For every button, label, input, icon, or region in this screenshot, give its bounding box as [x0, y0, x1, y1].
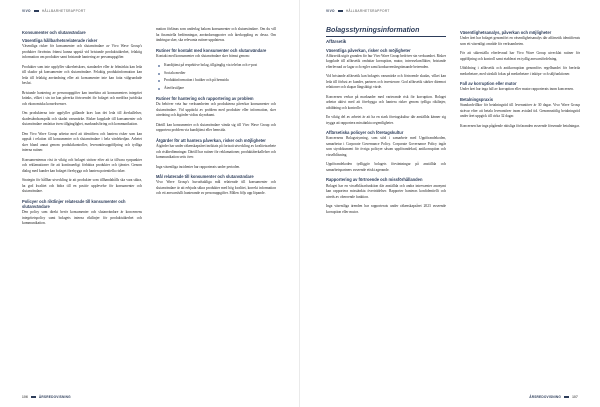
page-footer [22, 395, 71, 399]
paragraph: Den policy som direkt berör konsumenter och slutanvändare är koncernens integritetspolicy samt bolagets interna riktlinjer för produktsäkerhet och kommunikation. [22, 210, 142, 226]
paragraph: Strategin för hållbar utveckling är att produkter som tillhandahålls ska vara säkra, ha god kvalitet och bidra till en positiv upplevelse för konsumenter och slutanvändare. [22, 178, 142, 194]
subsection-heading: Mål relaterade till konsumenter och slutanvändare [156, 174, 254, 180]
subsection-heading: Betalningspraxis [460, 96, 493, 102]
report-name: ÅRSREDOVISNING [38, 395, 71, 399]
company-logo: VIVO [326, 9, 335, 13]
page-number: 106 [22, 395, 28, 399]
footer-divider [564, 396, 569, 398]
right-column-2 [460, 27, 580, 133]
paragraph: Den Vivo Wave Group arbetar med att identifiera och hantera risker som kan uppstå i relation till konsumenter och slutanvändare i hela värdekedjan. Arbetet sker bland annat genom produktkontroller, leverantörsuppföljning och tydliga interna rutiner. [22, 131, 142, 153]
subsection-heading: Väsentlighetsanalys, påverkan och möjligheter [460, 30, 552, 35]
paragraph: Bolaget har en visselblåsarfunktion där anställda och andra intressenter anonymt kan rapportera misstänkta överträdelser. Rapporter hanteras konfidentiellt och utreds av oberoende funktion. [326, 183, 446, 199]
section-heading: Affärsetik [326, 39, 347, 44]
paragraph: Under året har bolaget genomfört en väsentlighetsanalys där affärsetik identifierats som ett väsentligt område för verksamheten. [460, 36, 580, 46]
section-heading: Konsumenter och slutanvändare [22, 30, 86, 35]
header-divider [34, 10, 39, 12]
company-logo: VIVO [22, 9, 31, 13]
paragraph: Uppförandekoden tydliggör bolagets förväntningar på anställda och samarbetspartners avseende etiskt agerande. [326, 162, 446, 172]
list-item: Återförsäljare [164, 86, 276, 92]
paragraph: För att säkerställa efterlevnad har Vivo Wave Group utvecklat rutiner för uppföljning och kontroll samt etablerat en tydlig ansvarsfördelning. [460, 51, 580, 61]
paragraph: En viktig del av arbetet är att ha en stark företagskultur där anställda känner sig trygga att rapportera misstänkta oegentligheter. [326, 115, 446, 125]
paragraph: Därtill kan konsumenter och slutanvändare vända sig till Vivo Wave Group och rapportera problem via kundtjänst eller hemsida. [156, 122, 276, 133]
list-item: Sociala medier [164, 71, 276, 77]
paragraph: Vivo Wave Group's huvudsakliga mål relaterade till konsumenter och slutanvändare är att erbjuda säkra produkter med hög kvalitet, korrekt information och ett ansvarsfullt hanterande av personuppgifter. Målen följs upp löpande. [156, 180, 276, 196]
subsection-heading: Affärsetiska policyer och företagskultur [326, 130, 404, 136]
paragraph: Koncernens Bolagsstyrning, som stöd i samarbete med Uppförandekoden, samarbetar i Corporate Governance Policy. Corporate Governance Policy ingår som styrdokument för övriga policyer såsom uppförandekod, antikorruption och visselblåsning. [326, 136, 446, 157]
paragraph: Produkter som inte uppfyller säkerhetskrav, standarder eller är felmärkta kan leda till skador på konsumenter och slutanvändare. Felaktig produktinformation kan leda till felaktig användning eller att konsumenter inte kan fatta välgrundade beslut. [22, 64, 142, 86]
paragraph: Inga väsentliga ärenden har rapporterats under räkenskapsåret 2023 avseende korruption eller mutor. [326, 204, 446, 214]
paragraph: Koncernen har inga pågående rättsliga förfaranden avseende försenade betalningar. [460, 123, 580, 128]
bullet-list [156, 63, 276, 91]
page-header [22, 8, 86, 14]
paragraph: Om produkterna inte uppfyller gällande krav kan det leda till återkallelser, skadeståndsanspråk och skadat varumärke. Risker kopplade till konsumenter och slutanvändare omfattar även tillgänglighet, marknadsföring och kommunikation. [22, 111, 142, 127]
paragraph: Kontakt med konsumenter och slutanvändare sker främst genom: [156, 53, 250, 58]
right-page [300, 0, 600, 407]
report-name: ÅRSREDOVISNING [529, 395, 562, 399]
subsection-heading: Rapportering av förtroende och missförhållanden [326, 177, 423, 183]
page-header [326, 8, 390, 14]
subsection-heading: Policyer och riktlinjer relaterade till konsumenter och slutanvändare [22, 198, 126, 210]
section-title: HÅLLBARHETSRAPPORT [41, 9, 86, 13]
subsection-heading: Rutiner för kontakt med konsumenter och slutanvändare [156, 47, 267, 53]
paragraph: Vid bristande affärsetik kan bolagets varumärke och förtroende skadas, vilket kan leda till förlust av kunder, partners och investerare. God affärsetik stärker däremot relationer och skapar långsiktigt värde. [326, 74, 446, 90]
paragraph: Åtgärder har under räkenskapsåret inriktats på fortsatt utveckling av kvalitetsarbete och riskbedömningar. Därtill har rutiner för reklamationer, produktåterkallelser och kommunikation setts över. [156, 144, 276, 160]
paragraph: Standardvillkor för betalningstid till leverantörer är 30 dagar. Vivo Wave Group strävar efter att betala leverantörer inom avtalad tid. Genomsnittlig betalningstid under året uppgick till cirka 32 dagar. [460, 103, 580, 119]
paragraph: Inga väsentliga incidenter har rapporterats under perioden. [156, 164, 241, 169]
chapter-title: Bolagsstyrningsinformation [326, 27, 420, 34]
paragraph: Affärsetik utgör grunden för hur Vivo Wave Group bedriver sin verksamhet. Risker kopplade till affärsetik omfattar korruption, mutor, intressekonflikter, bristande efterlevnad av lagar och regler samt konkurrensbegränsande beteenden. [326, 53, 446, 69]
page-number: 107 [572, 395, 578, 399]
footer-divider [31, 396, 36, 398]
left-column-1 [22, 27, 142, 231]
list-item: Produktinformation i butiker och på hemsida [164, 78, 276, 84]
paragraph: Under året har inga fall av korruption eller mutor rapporterats inom koncernen. [460, 87, 574, 92]
left-column-2 [156, 27, 276, 201]
subsection-heading: Fall av korruption eller mutor [460, 81, 517, 87]
paragraph: mation förlänas som underlag bakom konsumenter och slutanvändare. Om du vill ha finansiella bedömningar, användarrapporter och återkoppling av dessa. Om ändringar sker, ska relevanta rutiner uppdateras. [156, 27, 276, 42]
page-footer [529, 395, 578, 399]
paragraph: Koncernen verkar på marknader med varierande risk för korruption. Bolaget arbetar aktivt med att förebygga och hantera risker genom tydliga riktlinjer, utbildning och kontroller. [326, 94, 446, 110]
right-column-1 [326, 27, 446, 219]
subsection-heading: Väsentliga hållbarhetsrelaterade risker [22, 38, 98, 44]
paragraph: Konsumenternas röst är viktig och bolaget strävar efter att ta tillvara synpunkter och reklamationer för att kontinuerligt förbättra produkter och tjänster. Genom dialog med kunder kan bolaget förebygga och hantera potentiella risker. [22, 157, 142, 173]
header-divider [338, 10, 343, 12]
subsection-heading: Åtgärder för att hantera påverkan, risker och möjligheter [156, 137, 266, 143]
subsection-heading: Rutiner för hantering och rapportering av problem [156, 96, 254, 102]
paragraph: Du behöver veta hur verksamheten och produkterna påverkar konsumenter och slutanvändare. Vid upptäckt av problem med produkter eller information, sker utredning och åtgärder vidtas skyndsamt. [156, 102, 276, 118]
title-rule [326, 36, 446, 37]
paragraph: Bristande hantering av personuppgifter kan innebära att konsumenters integritet kränks, vilket i sin tur kan påverka förtroendet för bolaget och medföra juridiska och ekonomiska konsekvenser. [22, 90, 142, 106]
paragraph: Väsentliga risker för konsumenter och slutanvändare av Vivo Wave Group's produkter förväntas främst kunna uppstå vid bristande produktsäkerhet, felaktig information om produkter samt bristande hantering av personuppgifter. [22, 44, 142, 60]
section-title: HÅLLBARHETSRAPPORT [345, 9, 390, 13]
paragraph: Utbildning i affärsetik och antikorruption genomförs regelbundet för berörda medarbetare, med särskilt fokus på medarbetare i inköps- och säljfunktioner. [460, 66, 580, 76]
subsection-heading: Väsentliga påverkan, risker och möjligheter [326, 47, 411, 53]
list-item: Kundtjänst på respektive bolag, tillgänglig via telefon och e-post [164, 63, 276, 69]
